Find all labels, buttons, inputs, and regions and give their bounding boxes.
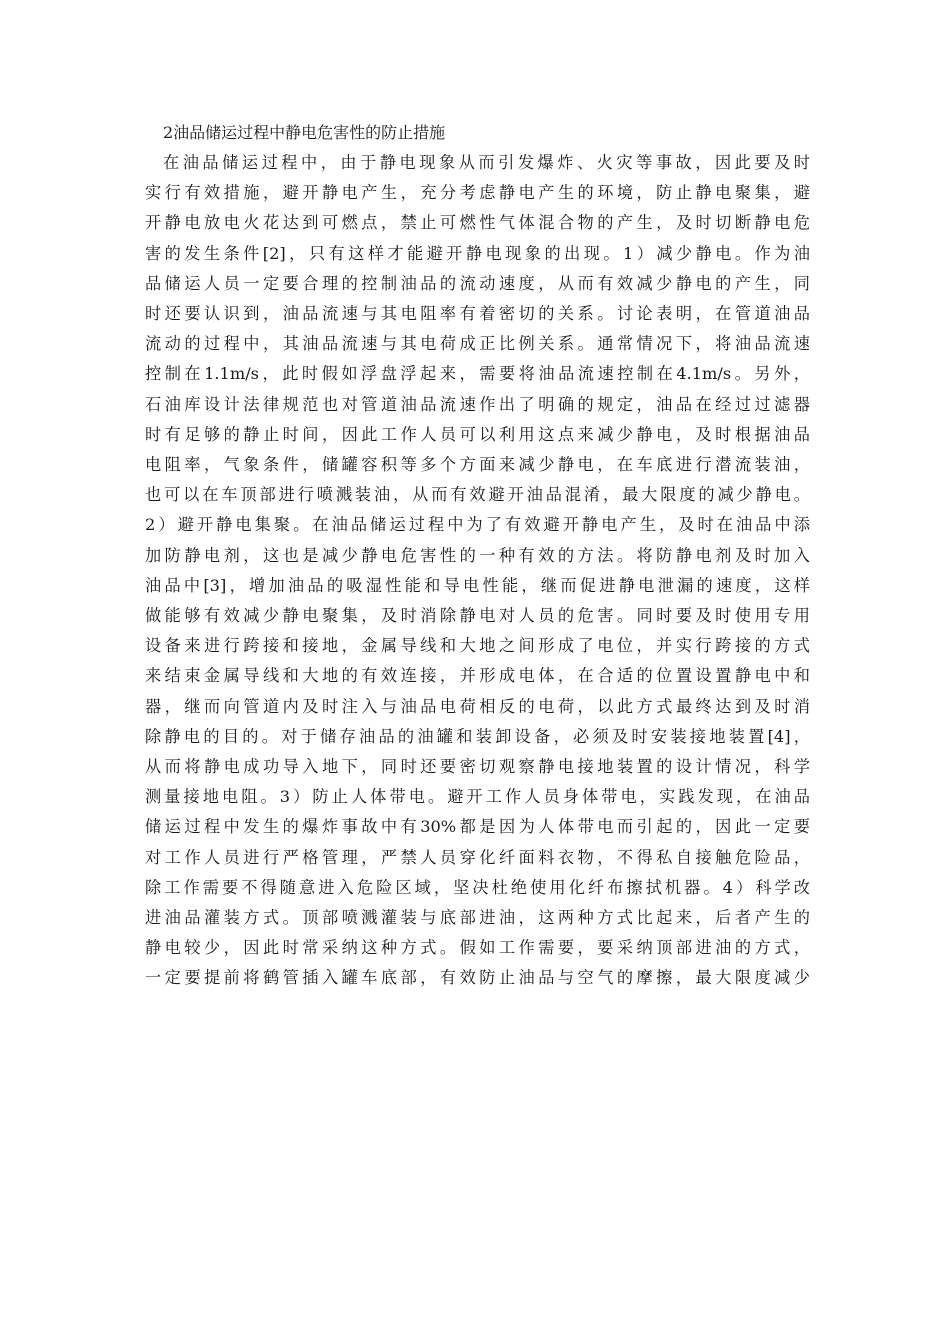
paragraph-line: 除工作需要不得随意进入危险区域，坚决杜绝使用化纤布擦拭机器。4）科学改: [145, 877, 810, 897]
paragraph-line: 一定要提前将鹤管插入罐车底部，有效防止油品与空气的摩擦，最大限度减少: [145, 968, 810, 988]
paragraph-line: 来结束金属导线和大地的有效连接，并形成电体，在合适的位置设置静电中和: [145, 666, 810, 686]
paragraph-line: 对工作人员进行严格管理，严禁人员穿化纤面料衣物，不得私自接触危险品，: [145, 847, 810, 867]
paragraph-line: 做能够有效减少静电聚集，及时消除静电对人员的危害。同时要及时使用专用: [145, 606, 810, 626]
paragraph-line: 进油品灌装方式。顶部喷溅灌装与底部进油，这两种方式比起来，后者产生的: [145, 908, 810, 928]
paragraph-line: 实行有效措施，避开静电产生，充分考虑静电产生的环境，防止静电聚集，避: [145, 183, 810, 203]
section-heading: 2油品储运过程中静电危害性的防止措施: [163, 123, 446, 142]
paragraph-line: 设备来进行跨接和接地，金属导线和大地之间形成了电位，并实行跨接的方式: [145, 636, 810, 656]
paragraph-line: 时还要认识到，油品流速与其电阻率有着密切的关系。讨论表明，在管道油品: [145, 304, 810, 324]
paragraph-line: 电阻率，气象条件，储罐容积等多个方面来减少静电，在车底进行潜流装油，: [145, 455, 810, 475]
paragraph-line: 也可以在车顶部进行喷溅装油，从而有效避开油品混淆，最大限度的减少静电。: [145, 485, 810, 505]
document-page: [145, 118, 810, 994]
paragraph-line: 加防静电剂，这也是减少静电危害性的一种有效的方法。将防静电剂及时加入: [145, 545, 810, 565]
paragraph-line: 静电较少，因此时常采纳这种方式。假如工作需要，要采纳顶部进油的方式，: [145, 938, 810, 958]
paragraph-line: 油品中[3]，增加油品的吸湿性能和导电性能，继而促进静电泄漏的速度，这样: [145, 575, 810, 595]
paragraph-line: 器，继而向管道内及时注入与油品电荷相反的电荷，以此方式最终达到及时消: [145, 696, 810, 716]
paragraph-line: 时有足够的静止时间，因此工作人员可以利用这点来减少静电，及时根据油品: [145, 424, 810, 444]
paragraph-line: 除静电的目的。对于储存油品的油罐和装卸设备，必须及时安装接地装置[4]，: [145, 726, 810, 746]
paragraph-line: 储运过程中发生的爆炸事故中有30%都是因为人体带电而引起的，因此一定要: [145, 817, 810, 837]
paragraph-line: 在油品储运过程中，由于静电现象从而引发爆炸、火灾等事故，因此要及时: [163, 153, 810, 172]
paragraph-line: 害的发生条件[2]，只有这样才能避开静电现象的出现。1）减少静电。作为油: [145, 243, 810, 263]
paragraph-line: 2）避开静电集聚。在油品储运过程中为了有效避开静电产生，及时在油品中添: [145, 515, 810, 535]
paragraph-line: 石油库设计法律规范也对管道油品流速作出了明确的规定，油品在经过过滤器: [145, 394, 810, 414]
paragraph-line: 控制在1.1m/s，此时假如浮盘浮起来，需要将油品流速控制在4.1m/s。另外，: [145, 364, 810, 384]
paragraph-line: 开静电放电火花达到可燃点，禁止可燃性气体混合物的产生，及时切断静电危: [145, 213, 810, 233]
paragraph-line: 流动的过程中，其油品流速与其电荷成正比例关系。通常情况下，将油品流速: [145, 334, 810, 354]
paragraph-line: 从而将静电成功导入地下，同时还要密切观察静电接地装置的设计情况，科学: [145, 757, 810, 777]
paragraph-line: 品储运人员一定要合理的控制油品的流动速度，从而有效减少静电的产生，同: [145, 273, 810, 293]
paragraph-line: 测量接地电阻。3）防止人体带电。避开工作人员身体带电，实践发现，在油品: [145, 787, 810, 807]
